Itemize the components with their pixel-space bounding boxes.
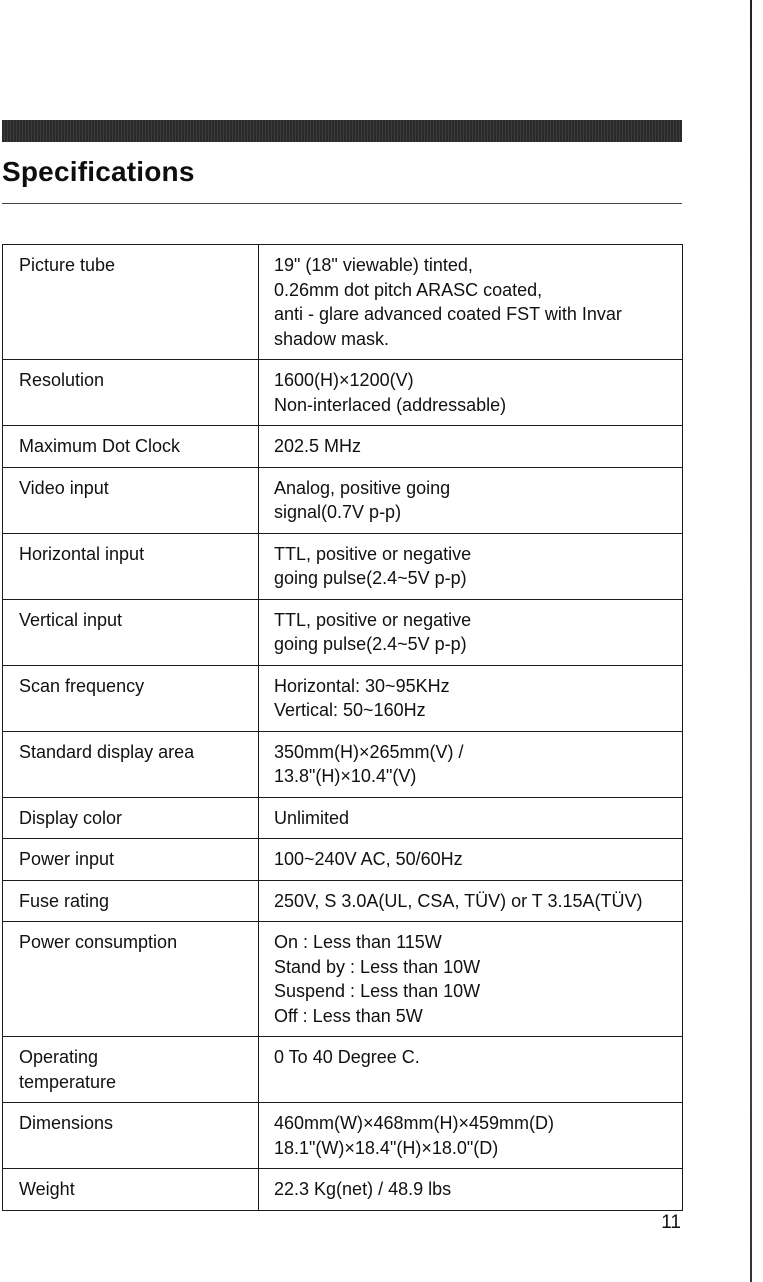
- spec-label: Standard display area: [19, 741, 195, 762]
- spec-label-cell: [3, 360, 259, 426]
- spec-label-cell: [3, 880, 259, 922]
- spec-row: [3, 731, 683, 797]
- title-divider: [2, 203, 682, 204]
- spec-row: [3, 665, 683, 731]
- spec-label-cell: [3, 245, 259, 360]
- spec-value-cell: [259, 426, 683, 468]
- spec-value-line: signal(0.7V p-p): [274, 502, 402, 522]
- spec-value-line: going pulse(2.4~5V p-p): [274, 634, 467, 654]
- spec-label: Power input: [19, 849, 115, 869]
- spec-label: Vertical input: [19, 609, 123, 630]
- spec-label: Picture tube: [19, 255, 116, 275]
- spec-value-line: Non-interlaced (addressable): [274, 394, 507, 415]
- spec-label-cell: [3, 1169, 259, 1211]
- spec-label-cell: [3, 533, 259, 599]
- spec-value-line: Unlimited: [274, 807, 350, 828]
- spec-label: Resolution: [19, 370, 105, 390]
- spec-value-line: 13.8"(H)×10.4"(V): [274, 766, 417, 786]
- spec-value-line: shadow mask.: [274, 328, 390, 349]
- spec-value-line: Suspend : Less than 10W: [274, 981, 481, 1001]
- spec-value-cell: [259, 1103, 683, 1169]
- spec-value-line: TTL, positive or negative: [274, 543, 472, 564]
- spec-value-line: 22.3 Kg(net) / 48.9 lbs: [274, 1179, 452, 1199]
- spec-value-line: Horizontal: 30~95KHz: [274, 675, 450, 696]
- spec-value-line: 19" (18" viewable) tinted,: [274, 255, 473, 275]
- page-edge-line: [750, 0, 752, 1282]
- spec-value-line: 250V, S 3.0A(UL, CSA, TÜV) or T 3.15A(TÜV): [274, 890, 643, 911]
- spec-label-cell: [3, 1037, 259, 1103]
- spec-label: Horizontal input: [19, 543, 145, 564]
- spec-value-cell: [259, 1037, 683, 1103]
- spec-value-cell: [259, 1169, 683, 1211]
- spec-value-line: Analog, positive going: [274, 477, 451, 498]
- spec-value-line: 202.5 MHz: [274, 436, 362, 456]
- spec-label: Weight: [19, 1179, 75, 1199]
- spec-label-cell: [3, 426, 259, 468]
- spec-row: [3, 533, 683, 599]
- spec-label: Dimensions: [19, 1113, 114, 1133]
- spec-value-cell: [259, 839, 683, 881]
- spec-row: [3, 1103, 683, 1169]
- spec-row: [3, 880, 683, 922]
- spec-value-line: anti - glare advanced coated FST with Invar: [274, 304, 622, 324]
- spec-label: Maximum Dot Clock: [19, 436, 181, 456]
- spec-value-cell: [259, 922, 683, 1037]
- spec-label: Video input: [19, 477, 109, 498]
- spec-label-cell: [3, 731, 259, 797]
- spec-label-cell: [3, 467, 259, 533]
- spec-label-cell: [3, 839, 259, 881]
- spec-row: [3, 922, 683, 1037]
- spec-value-cell: [259, 731, 683, 797]
- spec-row: [3, 839, 683, 881]
- specifications-table-body: [3, 245, 683, 1211]
- spec-value-cell: [259, 467, 683, 533]
- page-title: Specifications: [2, 156, 195, 187]
- spec-label-cell: [3, 1103, 259, 1169]
- spec-label: Fuse rating: [19, 890, 110, 911]
- spec-value-cell: [259, 797, 683, 839]
- spec-value-line: Off : Less than 5W: [274, 1005, 423, 1026]
- spec-value-line: 100~240V AC, 50/60Hz: [274, 849, 463, 869]
- header-decorative-bar: [2, 120, 682, 142]
- spec-row: [3, 1169, 683, 1211]
- spec-value-line: going pulse(2.4~5V p-p): [274, 568, 467, 588]
- spec-value-line: Vertical: 50~160Hz: [274, 700, 426, 720]
- spec-row: [3, 360, 683, 426]
- spec-label-cell: [3, 797, 259, 839]
- spec-value-cell: [259, 245, 683, 360]
- spec-row: [3, 467, 683, 533]
- spec-label: Scan frequency: [19, 675, 145, 696]
- spec-value-cell: [259, 533, 683, 599]
- spec-row: [3, 797, 683, 839]
- spec-label-cell: [3, 922, 259, 1037]
- spec-value-line: TTL, positive or negative: [274, 609, 472, 630]
- spec-value-line: 1600(H)×1200(V): [274, 370, 414, 390]
- spec-label: temperature: [19, 1071, 117, 1092]
- spec-value-line: 0 To 40 Degree C.: [274, 1047, 420, 1067]
- spec-value-line: 350mm(H)×265mm(V) /: [274, 741, 464, 762]
- spec-label-cell: [3, 599, 259, 665]
- spec-value-line: Stand by : Less than 10W: [274, 956, 481, 977]
- spec-value-line: On : Less than 115W: [274, 932, 442, 952]
- spec-label-cell: [3, 665, 259, 731]
- spec-row: [3, 599, 683, 665]
- spec-label: Display color: [19, 807, 123, 828]
- spec-value-cell: [259, 599, 683, 665]
- spec-label: Operating: [19, 1047, 99, 1067]
- page-number: 11: [661, 1212, 681, 1233]
- spec-label: Power consumption: [19, 932, 178, 952]
- specifications-table: [2, 244, 683, 1211]
- spec-value-cell: [259, 880, 683, 922]
- spec-value-line: 460mm(W)×468mm(H)×459mm(D): [274, 1113, 555, 1133]
- spec-value-cell: [259, 665, 683, 731]
- spec-value-cell: [259, 360, 683, 426]
- spec-value-line: 18.1"(W)×18.4"(H)×18.0"(D): [274, 1137, 499, 1158]
- spec-row: [3, 245, 683, 360]
- spec-row: [3, 1037, 683, 1103]
- spec-row: [3, 426, 683, 468]
- spec-value-line: 0.26mm dot pitch ARASC coated,: [274, 279, 543, 300]
